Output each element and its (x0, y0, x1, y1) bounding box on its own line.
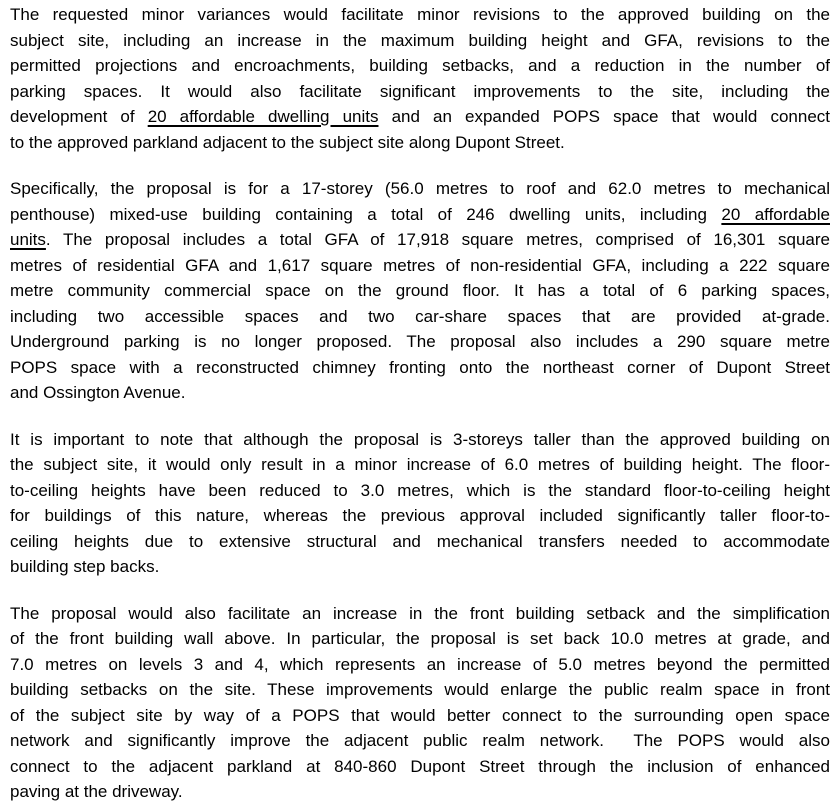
paragraph-3 (10, 427, 830, 580)
text-segment: permitted projections and encroachments, building setbacks, and a reduction in the number of (10, 56, 830, 75)
text-segment: metres of residential GFA and 1,617 square metres of non-residential GFA, including a 222 square (10, 255, 830, 275)
document-body (10, 2, 830, 805)
text-segment: 7.0 metres on levels 3 and 4, which represents an increase of 5.0 metres beyond the permitted (10, 654, 830, 674)
text-segment: parking spaces. It would also facilitate significant improvements to the site, including the (10, 81, 830, 101)
text-segment: subject site, including an increase in the maximum building height and GFA, revisions to the (10, 30, 830, 50)
text-segment: Specifically, the proposal is for a 17-storey (56.0 metres to roof and 62.0 metres to mechanical (10, 179, 830, 198)
text-line (10, 452, 830, 478)
underlined-text: 20 affordable dwelling units (147, 107, 379, 126)
text-line (10, 53, 830, 79)
text-segment: including two accessible spaces and two car-share spaces that are provided at-grade. (10, 306, 830, 326)
text-line (10, 754, 830, 780)
text-segment: metre community commercial space on the ground floor. It has a total of 6 parking spaces, (10, 281, 830, 300)
text-segment: connect to the adjacent parkland at 840-860 Dupont Street through the inclusion of enhanced (10, 756, 830, 776)
text-line (10, 503, 830, 529)
text-line (10, 79, 830, 105)
text-line (10, 652, 830, 678)
text-segment: and an expanded POPS space that would connect (378, 107, 830, 126)
text-line (10, 703, 830, 729)
text-line (10, 2, 830, 28)
text-segment: building step backs. (10, 557, 160, 576)
text-segment: the subject site, it would only result in a minor increase of 6.0 metres of building height. The floor- (10, 455, 830, 474)
underlined-text: 20 affordable (721, 204, 830, 224)
text-line (10, 478, 830, 504)
text-segment: The proposal would also facilitate an increase in the front building setback and the simplification (10, 603, 830, 623)
text-line (10, 554, 830, 580)
text-line (10, 104, 830, 130)
text-line (10, 176, 830, 202)
text-segment: development of (10, 107, 148, 126)
text-segment: and Ossington Avenue. (10, 383, 186, 402)
text-segment: Underground parking is no longer proposed. The proposal also includes a 290 square metre (10, 332, 830, 351)
text-segment: The requested minor variances would facilitate minor revisions to the approved building on the (10, 5, 830, 24)
text-line (10, 278, 830, 304)
text-segment: of the subject site by way of a POPS that would better connect to the surrounding open space (10, 705, 830, 725)
text-line (10, 601, 830, 627)
text-segment: POPS space with a reconstructed chimney fronting onto the northeast corner of Dupont Street (10, 357, 830, 377)
paragraph-4 (10, 601, 830, 805)
text-line (10, 779, 830, 805)
text-segment: paving at the driveway. (10, 782, 183, 801)
text-segment: for buildings of this nature, whereas the previous approval included significantly taller floor-to- (10, 506, 830, 525)
text-line (10, 380, 830, 406)
text-segment: ceiling heights due to extensive structural and mechanical transfers needed to accommodate (10, 531, 830, 551)
text-segment: of the front building wall above. In particular, the proposal is set back 10.0 metres at grade, and (10, 629, 830, 648)
paragraph-2 (10, 176, 830, 406)
text-line (10, 728, 830, 754)
text-line (10, 130, 830, 156)
text-line (10, 28, 830, 54)
text-line (10, 202, 830, 228)
text-line (10, 677, 830, 703)
text-segment: penthouse) mixed-use building containing a total of 246 dwelling units, including (10, 204, 722, 224)
text-line (10, 304, 830, 330)
text-segment: It is important to note that although the proposal is 3-storeys taller than the approved building on (10, 429, 830, 449)
text-line (10, 355, 830, 381)
text-segment: network and significantly improve the adjacent public realm network. The POPS would also (10, 731, 830, 750)
text-line (10, 253, 830, 279)
underlined-text: units (10, 230, 46, 249)
text-segment: . The proposal includes a total GFA of 17,918 square metres, comprised of 16,301 square (45, 230, 830, 249)
text-line (10, 529, 830, 555)
text-segment: building setbacks on the site. These improvements would enlarge the public realm space in front (10, 680, 830, 699)
paragraph-1 (10, 2, 830, 155)
text-segment: to the approved parkland adjacent to the subject site along Dupont Street. (10, 132, 565, 152)
text-line (10, 427, 830, 453)
text-line (10, 227, 830, 253)
text-line (10, 329, 830, 355)
text-line (10, 626, 830, 652)
text-segment: to-ceiling heights have been reduced to 3.0 metres, which is the standard floor-to-ceiling height (10, 480, 830, 500)
